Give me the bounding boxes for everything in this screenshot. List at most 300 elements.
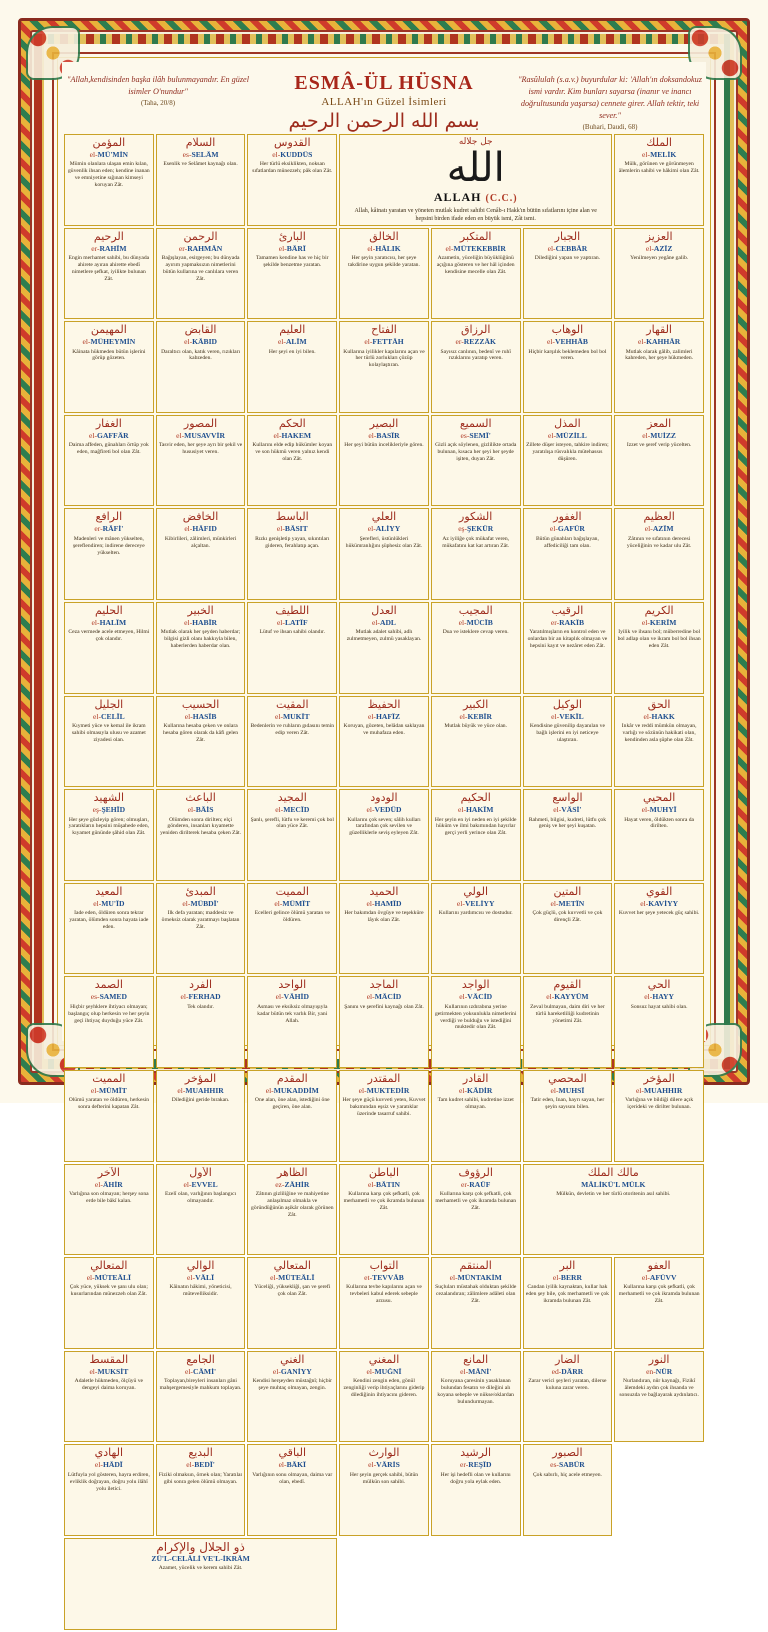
name-cell (523, 789, 613, 881)
name-prefix: el- (551, 712, 560, 721)
name-prefix: el- (459, 1086, 468, 1095)
name-word: MÜCÎB (466, 618, 493, 627)
name-prefix: el- (449, 1274, 458, 1283)
name-latin (526, 900, 610, 908)
name-word: MUKSİT (97, 1367, 129, 1376)
name-cell (247, 696, 337, 788)
name-arabic: المميت (275, 885, 309, 898)
name-cell (64, 1538, 337, 1630)
name-cell (247, 1351, 337, 1443)
name-latin (342, 1368, 426, 1376)
name-cell (431, 415, 521, 507)
name-word: SAMED (99, 993, 127, 1002)
name-latin (434, 1368, 518, 1376)
name-prefix: el- (645, 244, 654, 253)
name-word: MÜTEKEBBİR (453, 244, 506, 253)
name-description: Esenlik ve Selâmet kaynağı olan. (163, 161, 238, 168)
name-word: RAÛF (469, 1180, 491, 1189)
name-cell (247, 508, 337, 600)
name-latin (250, 713, 334, 721)
name-word: KÂBID (192, 338, 218, 347)
name-cell (247, 134, 337, 226)
name-prefix: el- (364, 338, 373, 347)
name-word: BÂRÎ (286, 244, 306, 253)
name-word: ÂHİR (102, 1180, 123, 1189)
name-cell (614, 415, 704, 507)
name-arabic: الرؤوف (458, 1166, 493, 1179)
name-description: Kullarına karşı çok şefkatli, çok merhametli ve çok ikramda bulunan Zât. (435, 1190, 517, 1211)
name-word: RÂFİ' (102, 525, 124, 534)
name-cell (339, 1070, 429, 1162)
name-prefix: el- (546, 993, 555, 1002)
name-word: ADL (379, 618, 397, 627)
name-cell (247, 789, 337, 881)
name-prefix: el- (94, 1180, 103, 1189)
name-cell (523, 228, 613, 320)
name-cell (523, 1257, 613, 1349)
name-prefix: el- (184, 712, 193, 721)
name-word: VEHHÂB (554, 338, 588, 347)
name-description: Candan iyilik kaynaktan, kullar hak eden şey bile, çok merhametli ve çok ikramda bulunan Zât. (525, 1284, 609, 1305)
name-arabic: العزيز (645, 230, 673, 243)
name-latin (159, 993, 243, 1001)
name-latin (342, 1181, 426, 1189)
name-latin (434, 993, 518, 1001)
name-prefix: el- (270, 1274, 279, 1283)
name-description: Kullarına iyilikler kapılarını açan ve her türlü zorlukları çözüp kolaylaştıran. (343, 348, 425, 369)
name-description: Kendisine güvenilip dayanılan ve bağlı işlerini en iyi neticeye ulaştıran. (529, 722, 605, 743)
name-arabic: الوكيل (552, 698, 582, 711)
name-arabic: السميع (459, 417, 492, 430)
name-latin (250, 525, 334, 533)
name-prefix: ed- (551, 1367, 562, 1376)
name-word: MU'ÎD (101, 899, 125, 908)
name-word: DÂRR (561, 1367, 584, 1376)
name-description: Mülk, görünen ve görünmeyen âlemlerin sahibi ve hâkimi olan Zât. (618, 161, 700, 175)
name-latin (250, 1181, 334, 1189)
name-arabic: الوهاب (551, 324, 584, 337)
name-prefix: er- (91, 244, 100, 253)
name-word: ZÜ'L-CELÂLİ VE'L-İKRÂM (151, 1554, 250, 1563)
name-word: KÂDİR (467, 1086, 493, 1095)
name-arabic: الوالي (186, 1260, 215, 1273)
name-latin (159, 1087, 243, 1095)
name-prefix: el- (643, 712, 652, 721)
name-description: Daraltıcı olan, katık veren, rızıkları kabzeden. (161, 348, 241, 362)
name-word: HAFÎZ (375, 712, 401, 721)
name-description: Zillete düşer isteyen, tahkire indiren; yaratılışa rüsvalıkla mütehassıs düşüren. (526, 442, 609, 462)
name-latin (67, 1181, 151, 1189)
name-description: Ölümü yaratan ve öldüren, herkesin sonra defterini kapatan Zât. (68, 1097, 149, 1111)
name-prefix: el- (644, 525, 653, 534)
name-arabic: الخالق (369, 230, 399, 243)
name-word: FERHAD (188, 993, 221, 1002)
name-description: Yaratılmışların en kontrol eden ve onlardan bir an kitaplık olmayan ve hepsini kayıt ve nezâret eden Zât. (527, 629, 608, 650)
name-cell (431, 1444, 521, 1536)
name-word: METÎN (558, 899, 585, 908)
name-cell (64, 696, 154, 788)
name-prefix: el- (184, 338, 193, 347)
name-word: MUKÎT (283, 712, 310, 721)
page-subtitle: ALLAH'ın Güzel İsimleri (321, 96, 447, 108)
name-latin (159, 806, 243, 814)
name-latin (342, 432, 426, 440)
name-prefix: er- (461, 1180, 470, 1189)
name-cell (156, 602, 246, 694)
name-word: CEBBÂR (555, 244, 588, 253)
name-description: Hiçbir karşılık beklemeden bol bol veren. (528, 348, 607, 362)
name-prefix: el- (550, 899, 559, 908)
name-description: Yenilmeyen yegâne galib. (630, 254, 689, 261)
name-arabic: المحيي (642, 792, 676, 805)
name-latin (617, 432, 701, 440)
left-quote-source: (Taha, 20/8) (140, 98, 176, 107)
name-latin (67, 1368, 151, 1376)
name-latin (67, 806, 151, 814)
title-block (250, 68, 518, 132)
name-cell (431, 602, 521, 694)
name-latin (159, 151, 243, 159)
name-prefix: el- (272, 1367, 281, 1376)
name-cell (614, 976, 704, 1068)
name-cell (431, 976, 521, 1068)
name-latin (434, 1274, 518, 1282)
name-description: Mutlak adalet sahibi, adlı zulmetmeyen, zulmü yasaklayan. (346, 629, 422, 643)
name-cell (431, 1164, 521, 1256)
name-word: BEDÎ' (194, 1461, 215, 1470)
name-word: MÂNİ' (468, 1367, 492, 1376)
name-arabic: الحي (647, 979, 671, 992)
name-prefix: el- (93, 712, 102, 721)
name-arabic: الباعث (185, 792, 216, 805)
name-arabic: المقيت (276, 698, 309, 711)
name-arabic: الواحد (278, 979, 307, 992)
name-description: Adaletle hükmeden, ölçüyü ve dengeyi daima koruyan. (74, 1378, 144, 1391)
name-arabic: المؤمن (92, 137, 126, 149)
name-prefix: el- (358, 1086, 367, 1095)
name-latin (250, 1274, 334, 1282)
name-latin (250, 993, 334, 1001)
name-prefix: el- (638, 338, 647, 347)
name-latin (526, 245, 610, 253)
name-arabic: الواجد (461, 979, 490, 992)
name-arabic: مالك الملك (587, 1166, 639, 1179)
name-arabic: الصبور (552, 1447, 583, 1460)
name-arabic: الصمد (94, 979, 123, 992)
name-cell (614, 696, 704, 788)
name-prefix: el- (459, 993, 468, 1002)
name-word: MELİK (650, 151, 677, 159)
name-cell (431, 696, 521, 788)
name-cell (614, 321, 704, 413)
name-description: Varlığına son olmayan; herşey sona erde bile bâkî kalan. (69, 1190, 149, 1204)
name-cell (431, 1351, 521, 1443)
name-prefix: el- (274, 899, 283, 908)
name-arabic: المقسط (89, 1353, 129, 1366)
name-word: RAHMÂN (187, 244, 223, 253)
name-latin (67, 1555, 334, 1563)
name-description: Şerefleri, üstünlükleri hükümranlığını şüphesiz olan Zât. (345, 535, 423, 549)
name-word: RAHÎM (99, 244, 127, 253)
name-word: KAYYÛM (554, 993, 589, 1002)
name-latin (67, 900, 151, 908)
name-arabic: الملك (646, 137, 672, 149)
name-description: Varlığına ve bildiği dilere açık içerideki ve dirilter bulunan. (625, 1097, 694, 1111)
name-cell (523, 1444, 613, 1536)
name-prefix: el- (272, 151, 281, 159)
name-word: ŞEKÛR (467, 525, 494, 534)
name-prefix: er- (550, 618, 560, 627)
name-word: MUHYÎ (649, 806, 677, 815)
name-word: BÂTIN (375, 1180, 401, 1189)
name-cell (64, 976, 154, 1068)
name-description: Dua ve isteklere cevap veren. (442, 629, 509, 636)
name-cell (64, 1444, 154, 1536)
name-latin (617, 806, 701, 814)
name-prefix: el- (366, 899, 375, 908)
name-latin (526, 1181, 701, 1189)
name-description: Bedenlerin ve ruhların gıdasını temin edip veren Zât. (250, 722, 335, 736)
name-description: Dilediğini yapan ve yaptıran. (534, 254, 601, 261)
name-description: Kâinatın hâkimi, yöneticisi, mütevelliksidir. (169, 1284, 232, 1298)
name-prefix: el- (371, 618, 380, 627)
name-arabic: الكبير (463, 698, 489, 711)
name-latin (159, 713, 243, 721)
name-cell (156, 1070, 246, 1162)
allah-latin-suffix: (C.C.) (485, 193, 518, 204)
name-cell (339, 602, 429, 694)
name-word: VÂSİ' (561, 806, 582, 815)
name-description: Şanlı, şerefli, lütfu ve keremi çok bol olan yüce Zât. (250, 816, 334, 830)
name-arabic: الجامع (186, 1353, 215, 1366)
name-description: Suçluları müstahak olduktan şekilde cezalandıran; zâlimlere adâleti olan Zât. (435, 1284, 517, 1305)
name-arabic: الحكيم (460, 792, 491, 805)
name-cell (64, 789, 154, 881)
name-cell (156, 883, 246, 975)
name-word: SELÂM (191, 151, 219, 159)
name-cell (339, 228, 429, 320)
name-description: Kâinata hükmeden bütün işlerini görüp gözeten. (72, 348, 146, 362)
name-arabic: الضار (555, 1353, 580, 1366)
name-word: MUKTEDİR (366, 1086, 410, 1095)
name-description: Her şeye güçü kuvveti yeten, Kuvvet bakımından eşsiz ve yaratıklar üzerinde tasarruf sahibi. (342, 1097, 426, 1118)
name-prefix: el- (642, 431, 651, 440)
name-arabic: المؤخر (643, 1072, 675, 1085)
name-latin (67, 245, 151, 253)
name-arabic: المهيمن (90, 324, 127, 337)
name-cell (64, 602, 154, 694)
name-arabic: المبدئ (185, 885, 216, 898)
name-description: Lütfuyla yol gösteren, hayra erdiren, evliklik doğrayan, doğru yolu ilâhî yolu iletici. (67, 1471, 150, 1492)
name-arabic: المقتدر (367, 1072, 401, 1085)
name-cell (64, 228, 154, 320)
name-cell (339, 1164, 429, 1256)
name-prefix: el- (368, 431, 377, 440)
name-arabic: الجبار (554, 230, 581, 243)
name-arabic: الرحيم (93, 230, 124, 243)
name-latin (617, 713, 701, 721)
name-prefix: el- (552, 1274, 561, 1283)
name-prefix: el- (549, 525, 558, 534)
name-description: Tatir eden, İnan, hayrı sayan, her şeyin sayısını bilen. (530, 1097, 605, 1111)
name-arabic: الماجد (369, 979, 399, 992)
name-cell (614, 228, 704, 320)
name-description: Öne alan, öne alan, istediğini öne geçiren, öne alan. (254, 1097, 330, 1111)
allah-description: Allah, kâinatı yaratan ve yöneten mutlak kudret sahibi Cenâb-ı Hakk'ın bütün sıfatlarını içine alan ve hepsini birden ifade eden en büyük ismi, Zât ismi. (354, 208, 597, 222)
name-prefix: el- (184, 525, 193, 534)
name-word: AZÎZ (653, 244, 673, 253)
name-word: MÜTEÂLÎ (278, 1274, 315, 1283)
name-word: VÂLÎ (195, 1274, 215, 1283)
name-arabic: البصير (369, 417, 399, 430)
name-latin (617, 900, 701, 908)
name-prefix: eş- (92, 806, 102, 815)
name-prefix: el- (366, 1367, 375, 1376)
name-prefix: el- (553, 806, 562, 815)
name-word: MÜ'MİN (97, 151, 129, 159)
name-description: Engin merhamet sahibi, bu dünyada ahirete ayıran ahirette ebedî nimetlere şefkat, iyilikte bulunan Zât. (68, 254, 150, 282)
name-prefix: el- (547, 244, 556, 253)
name-arabic: البارئ (278, 230, 306, 243)
name-latin (159, 245, 243, 253)
name-word: HÂDÎ (102, 1461, 123, 1470)
name-word: MUHSÎ (558, 1086, 585, 1095)
name-description: Rızkı genişletip yayan, sıkıntıları gideren, ferahlatıp açan. (255, 535, 330, 549)
name-cell (64, 415, 154, 507)
name-latin (342, 900, 426, 908)
name-arabic: المصور (183, 417, 218, 430)
name-cell (523, 696, 613, 788)
name-latin (434, 713, 518, 721)
name-description: Sayısız canlının, bedenî ve ruhî rızıklarını yaratıp veren. (440, 348, 511, 362)
allah-center-cell (339, 134, 612, 226)
name-description: Kullarına karşı çok şefkatli, çok merhametli ve çok ikramda bulunan Zât. (343, 1190, 425, 1211)
name-word: MÜHEYMİN (90, 338, 136, 347)
name-description: Ölümden sonra dirilten; elçi gönderen, insanları kıyamette yeniden dirilterek hesaba çeken Zât. (160, 816, 242, 837)
name-prefix: er- (94, 525, 103, 534)
name-word: LATÎF (284, 618, 308, 627)
name-description: Hayat veren, öldükten sonra da dirilten. (624, 816, 695, 830)
name-cell (156, 134, 246, 226)
name-arabic: الرشيد (460, 1447, 492, 1460)
name-word: HAKK (651, 712, 675, 721)
name-description: Azametin, yüceliğin büyüklüğünü açığına gösteren ve her hâl içinden kendisine mecelle olan Zât. (436, 254, 515, 275)
name-prefix: el- (278, 1461, 287, 1470)
name-cell (156, 1257, 246, 1349)
name-cell (64, 134, 154, 226)
name-cell (614, 1351, 704, 1443)
name-description: İzzet ve şeref verip yücelten. (626, 442, 692, 449)
name-arabic: العدل (371, 604, 397, 617)
name-arabic: الخبير (187, 604, 214, 617)
name-latin (617, 1087, 701, 1095)
name-prefix: el- (367, 712, 376, 721)
name-description: Mülkün, devletin ve her türlü otoritenin asıl sahibi. (556, 1190, 671, 1197)
name-prefix: en- (646, 1367, 656, 1376)
page-title: ESMÂ-ÜL HÜSNA (294, 72, 474, 94)
name-arabic: الآخر (97, 1166, 120, 1179)
name-latin (342, 993, 426, 1001)
name-arabic: الرزاق (461, 324, 491, 337)
name-word: AFÜVV (649, 1274, 677, 1283)
name-arabic: المتين (553, 885, 582, 898)
name-word: SABÛR (558, 1461, 585, 1470)
name-word: BÂSIT (284, 525, 308, 534)
name-description: İlk defa yaratan; maddesiz ve örneksiz olarak yaratmayı başlatan Zât. (161, 910, 240, 930)
name-arabic: الغفور (553, 511, 582, 524)
name-latin (250, 1368, 334, 1376)
name-prefix: el- (265, 1086, 274, 1095)
name-prefix: el- (273, 431, 282, 440)
name-description: Kullarına tevbe kapılarını açan ve tevbeleri kabul ederek sebeple arzusu. (346, 1284, 422, 1305)
name-word: VELİYY (464, 899, 495, 908)
name-prefix: el- (367, 244, 376, 253)
name-arabic: البر (559, 1260, 576, 1273)
name-word: HÂFID (192, 525, 217, 534)
name-prefix: el- (82, 338, 91, 347)
name-arabic: الفتاح (371, 324, 397, 337)
name-description: Bağışlayan, esirgeyen; bu dünyada ayırım yapmaksızın nimetlerini bütün kullarına ve canlılara veren Zât. (161, 254, 240, 282)
name-latin (159, 900, 243, 908)
name-word: HAYY (652, 993, 674, 1002)
name-word: MUKADDİM (273, 1086, 319, 1095)
name-arabic: الحفيظ (367, 698, 401, 711)
name-description: İade eden, öldüren sonra tekrar yaratan, ölümden sonra hayata iade eden. (69, 910, 149, 930)
name-word: HALÎM (99, 618, 127, 627)
name-latin (434, 1461, 518, 1469)
name-prefix: el- (368, 1461, 377, 1470)
name-word: MUAHHIR (643, 1086, 683, 1095)
name-arabic: الأول (189, 1166, 212, 1179)
name-cell (156, 1164, 246, 1256)
name-prefix: el- (550, 1086, 559, 1095)
name-word: VEKÎL (559, 712, 584, 721)
name-arabic: الودود (370, 792, 398, 805)
name-description: Kendini zengin eden, gönül zenginliği verip ihtiyaçlarını giderip dilediğinin ihtiyacını gideren. (343, 1378, 425, 1398)
name-latin (342, 619, 426, 627)
name-word: ALÎM (285, 338, 307, 347)
name-word: BERR (560, 1274, 582, 1283)
name-prefix: el- (641, 618, 650, 627)
name-cell (247, 602, 337, 694)
name-prefix: el- (459, 712, 468, 721)
name-cell (156, 1351, 246, 1443)
name-arabic: الغفار (95, 417, 122, 430)
name-arabic: المتكبر (459, 230, 492, 243)
name-cell (339, 696, 429, 788)
name-word: RAKÎB (559, 618, 585, 627)
name-word: KEBÎR (467, 712, 492, 721)
name-word: MUAHHIR (185, 1086, 224, 1095)
name-prefix: el- (366, 806, 375, 815)
name-cell (64, 1164, 154, 1256)
right-quote-text: "Rasûlulah (s.a.v.) buyurdular ki: 'Allah'ın doksandokuz ismi vardır. Kim bunları sayarsa (inanır ve inancı doğrultusunda yaşarsa) cennete girer. Allah tektir, teki sever." (518, 75, 702, 120)
name-cell (614, 134, 704, 226)
name-cell (523, 415, 613, 507)
name-arabic: الشهيد (93, 792, 125, 805)
name-latin (159, 619, 243, 627)
name-latin (67, 432, 151, 440)
name-prefix: el- (635, 1086, 644, 1095)
name-latin (67, 1274, 151, 1282)
name-latin (434, 245, 518, 253)
name-latin (250, 245, 334, 253)
name-word: MUİZZ (650, 431, 677, 440)
name-latin (250, 338, 334, 346)
name-latin (342, 525, 426, 533)
name-prefix: el- (642, 151, 651, 159)
name-latin (67, 1087, 151, 1095)
